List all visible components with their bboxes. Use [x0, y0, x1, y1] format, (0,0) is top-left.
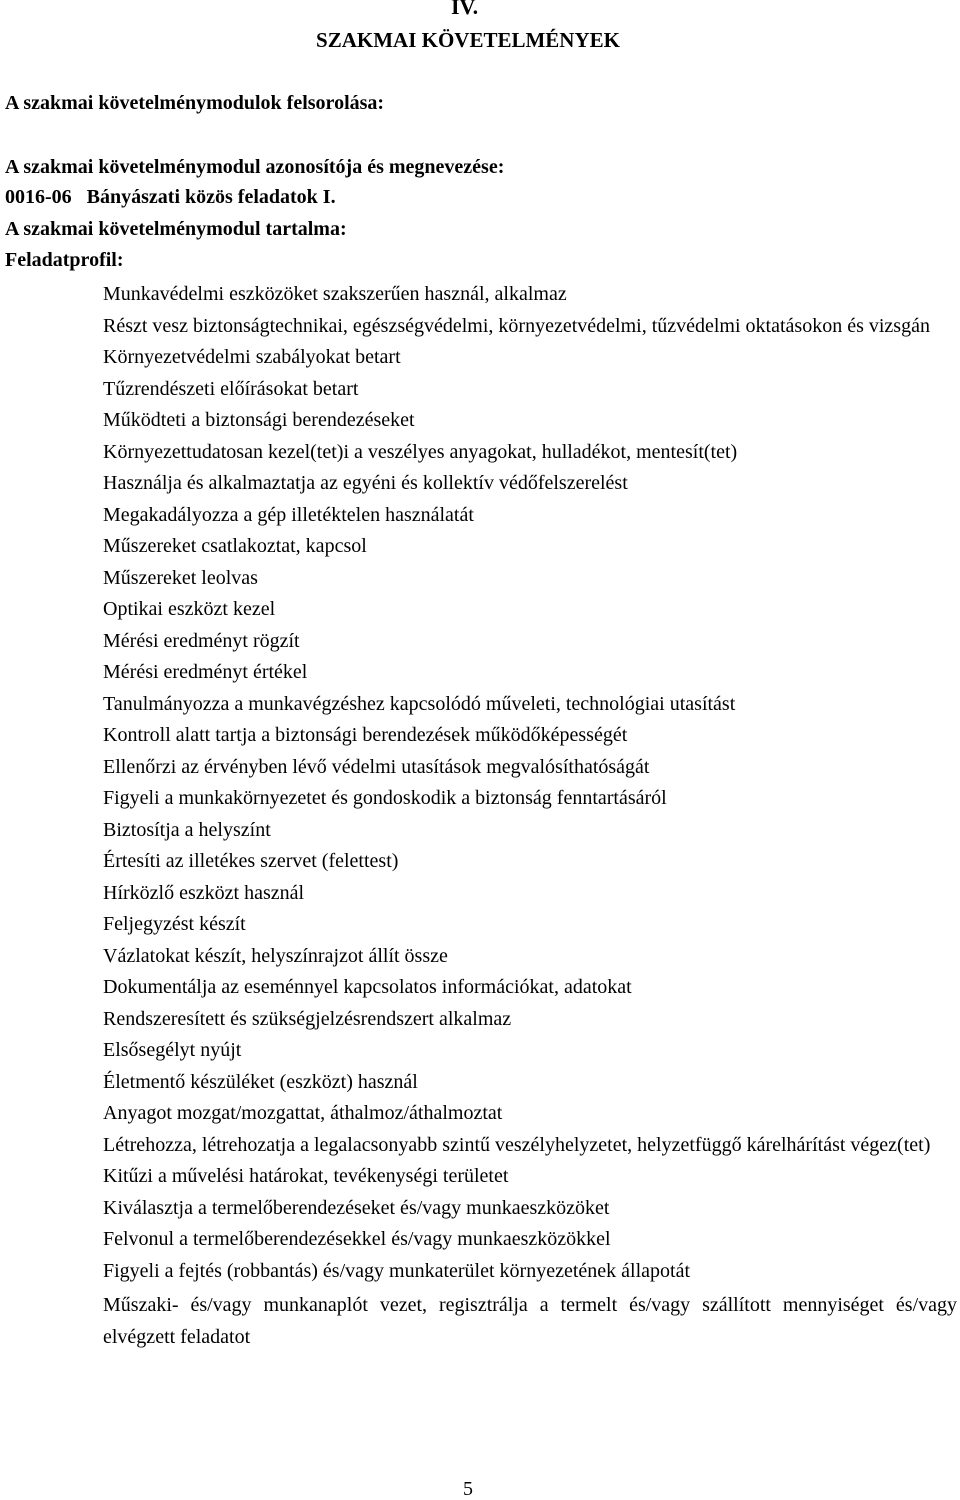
task-item: Tanulmányozza a munkavégzéshez kapcsolódó műveleti, technológiai utasítást [103, 692, 736, 715]
task-item: Tűzrendészeti előírásokat betart [103, 377, 359, 400]
modules-list-heading: A szakmai követelménymodulok felsorolása: [5, 92, 385, 114]
task-item: Rendszeresített és szükségjelzésrendszert alkalmaz [103, 1007, 512, 1030]
task-item: Környezetvédelmi szabályokat betart [103, 346, 401, 368]
task-item: Műszaki- és/vagy munkanaplót vezet, regisztrálja a termelt és/vagy szállított mennyiséget és/vagy elvégzett feladatot [103, 1294, 957, 1348]
task-item: Vázlatokat készít, helyszínrajzot állít össze [103, 944, 448, 967]
task-item: Kontroll alatt tartja a biztonsági berendezések működőképességét [103, 724, 628, 746]
task-item: Feljegyzést készít [103, 913, 246, 935]
task-item: Kiválasztja a termelőberendezéseket és/vagy munkaeszközöket [103, 1196, 610, 1219]
page-number: 5 [463, 1478, 473, 1500]
chapter-title: SZAKMAI KÖVETELMÉNYEK [316, 28, 620, 52]
task-item: Elsősegélyt nyújt [103, 1039, 242, 1061]
task-item: Figyeli a fejtés (robbantás) és/vagy munkaterület környezetének állapotát [103, 1259, 691, 1282]
task-list [103, 279, 957, 1353]
module-id-value: 0016-06 Bányászati közös feladatok I. [5, 186, 336, 208]
chapter-number: IV. [451, 0, 479, 19]
task-item: Értesíti az illetékes szervet (felettest) [103, 850, 399, 872]
task-item: Részt vesz biztonságtechnikai, egészségvédelmi, környezetvédelmi, tűzvédelmi oktatásokon és vizsgán [103, 314, 930, 337]
task-item: Biztosítja a helyszínt [103, 818, 271, 841]
task-item: Munkavédelmi eszközöket szakszerűen használ, alkalmaz [103, 283, 567, 305]
task-item: Optikai eszközt kezel [103, 598, 276, 620]
module-id-heading: A szakmai követelménymodul azonosítója és megnevezése: [5, 156, 505, 178]
task-profile-heading: Feladatprofil: [5, 249, 124, 271]
task-item: Anyagot mozgat/mozgattat, áthalmoz/áthalmoztat [103, 1102, 503, 1124]
task-item: Környezettudatosan kezel(tet)i a veszélyes anyagokat, hulladékot, mentesít(tet) [103, 440, 738, 463]
task-item: Kitűzi a művelési határokat, tevékenységi területet [103, 1165, 509, 1187]
task-item: Dokumentálja az eseménnyel kapcsolatos információkat, adatokat [103, 976, 632, 998]
task-item: Létrehozza, létrehozatja a legalacsonyabb szintű veszélyhelyzetet, helyzetfüggő kárelhárítást végez(tet) [103, 1133, 931, 1156]
task-item: Használja és alkalmaztatja az egyéni és kollektív védőfelszerelést [103, 472, 628, 494]
task-item: Műszereket csatlakoztat, kapcsol [103, 535, 367, 557]
task-item: Hírközlő eszközt használ [103, 881, 305, 904]
task-item: Mérési eredményt rögzít [103, 629, 300, 652]
task-item: Műszereket leolvas [103, 566, 258, 589]
task-item: Ellenőrzi az érvényben lévő védelmi utasítások megvalósíthatóságát [103, 755, 650, 778]
task-item: Megakadályozza a gép illetéktelen használatát [103, 503, 474, 526]
task-item: Életmentő készüléket (eszközt) használ [103, 1070, 418, 1093]
task-item: Felvonul a termelőberendezésekkel és/vagy munkaeszközökkel [103, 1228, 611, 1250]
task-item: Működteti a biztonsági berendezéseket [103, 409, 415, 431]
task-item: Figyeli a munkakörnyezetet és gondoskodik a biztonság fenntartásáról [103, 787, 667, 809]
task-item: Mérési eredményt értékel [103, 661, 308, 683]
module-content-heading: A szakmai követelménymodul tartalma: [5, 218, 347, 240]
